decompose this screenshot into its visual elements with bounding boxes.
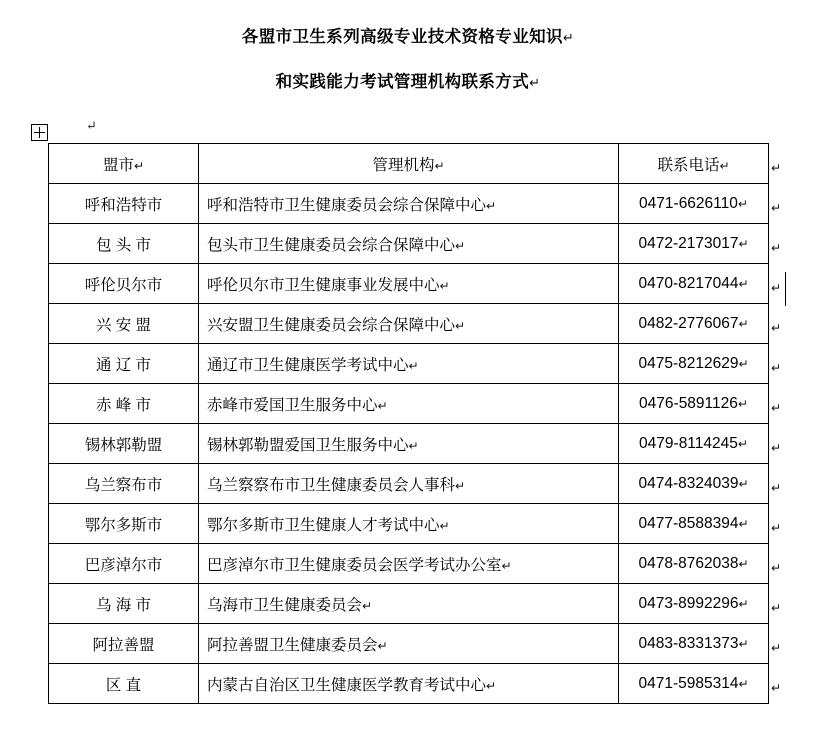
table-row bbox=[49, 304, 769, 344]
row-end-mark-icon: ↵ bbox=[771, 161, 782, 175]
cell-paragraph-mark-icon: ↵ bbox=[486, 678, 497, 693]
paragraph-mark-icon: ↵ bbox=[529, 75, 541, 91]
org-label: 乌兰察察布市卫生健康委员会人事科 bbox=[207, 476, 456, 494]
phone-label: 0472-2173017 bbox=[638, 234, 739, 252]
region-label: 巴彦淖尔市 bbox=[84, 556, 163, 574]
row-end-mark-icon: ↵ bbox=[771, 401, 782, 415]
region-label: 赤 峰 市 bbox=[95, 396, 152, 414]
cell-paragraph-mark-icon: ↵ bbox=[408, 358, 419, 373]
row-end-mark-icon: ↵ bbox=[771, 241, 782, 255]
cell-org bbox=[199, 224, 619, 264]
cell-paragraph-mark-icon: ↵ bbox=[455, 478, 466, 493]
cell-org bbox=[199, 384, 619, 424]
cell-paragraph-mark-icon: ↵ bbox=[738, 476, 749, 491]
cell-paragraph-mark-icon: ↵ bbox=[737, 436, 748, 451]
cell-phone bbox=[619, 224, 769, 264]
table-row bbox=[49, 624, 769, 664]
region-label: 乌兰察布市 bbox=[84, 476, 163, 494]
cell-org bbox=[199, 664, 619, 704]
cell-region bbox=[49, 504, 199, 544]
cell-phone bbox=[619, 584, 769, 624]
table-row bbox=[49, 424, 769, 464]
cell-paragraph-mark-icon: ↵ bbox=[719, 158, 730, 173]
cell-paragraph-mark-icon: ↵ bbox=[408, 438, 419, 453]
cell-region bbox=[49, 264, 199, 304]
cell-phone bbox=[619, 664, 769, 704]
region-label: 阿拉善盟 bbox=[92, 636, 155, 654]
cell-phone bbox=[619, 384, 769, 424]
row-end-mark-icon: ↵ bbox=[771, 481, 782, 495]
header-region-label: 盟市 bbox=[102, 156, 134, 174]
cell-region bbox=[49, 184, 199, 224]
cell-region bbox=[49, 304, 199, 344]
phone-label: 0476-5891126 bbox=[639, 394, 738, 412]
phone-label: 0470-8217044 bbox=[638, 274, 739, 292]
phone-label: 0474-8324039 bbox=[638, 474, 739, 492]
region-label: 乌 海 市 bbox=[95, 596, 152, 614]
title-line-1 bbox=[0, 22, 816, 53]
cell-paragraph-mark-icon: ↵ bbox=[738, 276, 749, 291]
cell-paragraph-mark-icon: ↵ bbox=[455, 318, 466, 333]
cell-paragraph-mark-icon: ↵ bbox=[738, 636, 749, 651]
region-label: 锡林郭勒盟 bbox=[84, 436, 163, 454]
cell-phone bbox=[619, 464, 769, 504]
org-label: 赤峰市爱国卫生服务中心 bbox=[207, 396, 378, 414]
row-end-mark-icon: ↵ bbox=[771, 361, 782, 375]
row-end-mark-icon: ↵ bbox=[771, 321, 782, 335]
cell-paragraph-mark-icon: ↵ bbox=[738, 556, 749, 571]
region-label: 通 辽 市 bbox=[95, 356, 152, 374]
cell-org bbox=[199, 584, 619, 624]
cell-phone bbox=[619, 304, 769, 344]
cell-phone bbox=[619, 624, 769, 664]
title-line-1-text: 各盟市卫生系列高级专业技术资格专业知识 bbox=[241, 28, 563, 46]
row-end-mark-icon: ↵ bbox=[771, 681, 782, 695]
cell-paragraph-mark-icon: ↵ bbox=[737, 396, 748, 411]
org-label: 巴彦淖尔市卫生健康委员会医学考试办公室 bbox=[207, 556, 502, 574]
region-label: 呼伦贝尔市 bbox=[84, 276, 163, 294]
cell-region bbox=[49, 344, 199, 384]
cell-paragraph-mark-icon: ↵ bbox=[434, 158, 445, 173]
document-title-block bbox=[0, 0, 816, 99]
title-line-2 bbox=[0, 67, 816, 98]
table-row bbox=[49, 464, 769, 504]
row-end-mark-icon: ↵ bbox=[771, 601, 782, 615]
cell-paragraph-mark-icon: ↵ bbox=[738, 516, 749, 531]
header-cell-region bbox=[49, 144, 199, 184]
table-header-row bbox=[49, 144, 769, 184]
org-label: 鄂尔多斯市卫生健康人才考试中心 bbox=[207, 516, 440, 534]
cell-region bbox=[49, 224, 199, 264]
cell-org bbox=[199, 504, 619, 544]
org-label: 通辽市卫生健康医学考试中心 bbox=[207, 356, 409, 374]
phone-label: 0478-8762038 bbox=[638, 554, 739, 572]
cell-paragraph-mark-icon: ↵ bbox=[133, 158, 145, 173]
table-row bbox=[49, 184, 769, 224]
region-label: 呼和浩特市 bbox=[84, 196, 163, 214]
phone-label: 0479-8114245 bbox=[639, 434, 738, 452]
org-label: 内蒙古自治区卫生健康医学教育考试中心 bbox=[207, 676, 487, 694]
org-label: 阿拉善盟卫生健康委员会 bbox=[207, 636, 378, 654]
row-end-mark-icon: ↵ bbox=[771, 561, 782, 575]
table-row bbox=[49, 584, 769, 624]
phone-label: 0473-8992296 bbox=[638, 594, 739, 612]
cell-paragraph-mark-icon: ↵ bbox=[738, 596, 749, 611]
cell-paragraph-mark-icon: ↵ bbox=[455, 238, 466, 253]
cell-phone bbox=[619, 264, 769, 304]
cell-paragraph-mark-icon: ↵ bbox=[738, 676, 749, 691]
cell-phone bbox=[619, 344, 769, 384]
cell-paragraph-mark-icon: ↵ bbox=[738, 236, 749, 251]
phone-label: 0475-8212629 bbox=[638, 354, 739, 372]
row-end-mark-icon: ↵ bbox=[771, 521, 782, 535]
org-label: 包头市卫生健康委员会综合保障中心 bbox=[207, 236, 456, 254]
phone-label: 0471-6626110 bbox=[639, 194, 738, 212]
table-move-handle[interactable] bbox=[31, 124, 48, 141]
header-cell-org bbox=[199, 144, 619, 184]
table-row bbox=[49, 544, 769, 584]
cell-paragraph-mark-icon: ↵ bbox=[501, 558, 512, 573]
org-label: 锡林郭勒盟爱国卫生服务中心 bbox=[207, 436, 409, 454]
cell-phone bbox=[619, 424, 769, 464]
cell-region bbox=[49, 424, 199, 464]
cell-org bbox=[199, 544, 619, 584]
cell-region bbox=[49, 624, 199, 664]
paragraph-mark-icon: ↵ bbox=[562, 30, 575, 45]
cell-paragraph-mark-icon: ↵ bbox=[738, 316, 749, 331]
title-line-2-text: 和实践能力考试管理机构联系方式 bbox=[275, 73, 530, 92]
header-phone-label: 联系电话 bbox=[657, 156, 720, 174]
cell-region bbox=[49, 664, 199, 704]
cell-org bbox=[199, 264, 619, 304]
header-cell-phone bbox=[619, 144, 769, 184]
cell-paragraph-mark-icon: ↵ bbox=[738, 356, 749, 371]
cell-org bbox=[199, 344, 619, 384]
cell-paragraph-mark-icon: ↵ bbox=[439, 278, 450, 293]
table-row bbox=[49, 664, 769, 704]
row-end-mark-icon: ↵ bbox=[771, 441, 782, 455]
cell-phone bbox=[619, 544, 769, 584]
phone-label: 0477-8588394 bbox=[638, 514, 739, 532]
table-row bbox=[49, 504, 769, 544]
phone-label: 0471-5985314 bbox=[638, 674, 739, 692]
cell-phone bbox=[619, 184, 769, 224]
cell-org bbox=[199, 464, 619, 504]
cell-phone bbox=[619, 504, 769, 544]
region-label: 鄂尔多斯市 bbox=[84, 516, 163, 534]
cell-paragraph-mark-icon: ↵ bbox=[737, 196, 748, 211]
cell-region bbox=[49, 384, 199, 424]
cell-org bbox=[199, 184, 619, 224]
cell-paragraph-mark-icon: ↵ bbox=[486, 198, 497, 213]
table-row bbox=[49, 344, 769, 384]
org-label: 兴安盟卫生健康委员会综合保障中心 bbox=[207, 316, 456, 334]
row-end-mark-icon: ↵ bbox=[771, 641, 782, 655]
header-org-label: 管理机构 bbox=[372, 156, 435, 174]
table-row bbox=[49, 384, 769, 424]
phone-label: 0483-8331373 bbox=[638, 634, 739, 652]
org-label: 呼伦贝尔市卫生健康事业发展中心 bbox=[207, 276, 440, 294]
cell-region bbox=[49, 584, 199, 624]
row-end-mark-icon: ↵ bbox=[771, 281, 782, 295]
table-row bbox=[49, 224, 769, 264]
table-right-edge-marker bbox=[785, 272, 786, 306]
cell-paragraph-mark-icon: ↵ bbox=[377, 638, 388, 653]
phone-label: 0482-2776067 bbox=[638, 314, 739, 332]
region-label: 区 直 bbox=[105, 676, 142, 694]
org-label: 乌海市卫生健康委员会 bbox=[207, 596, 363, 614]
cell-org bbox=[199, 424, 619, 464]
table-row bbox=[49, 264, 769, 304]
blank-paragraph-mark-icon: ↵ bbox=[86, 118, 97, 133]
org-label: 呼和浩特市卫生健康委员会综合保障中心 bbox=[207, 196, 487, 214]
contact-table bbox=[48, 143, 769, 704]
region-label: 兴 安 盟 bbox=[95, 316, 152, 334]
cell-region bbox=[49, 464, 199, 504]
cell-org bbox=[199, 624, 619, 664]
cell-paragraph-mark-icon: ↵ bbox=[377, 398, 388, 413]
cell-paragraph-mark-icon: ↵ bbox=[362, 598, 373, 613]
cell-region bbox=[49, 544, 199, 584]
row-end-mark-icon: ↵ bbox=[771, 201, 782, 215]
region-label: 包 头 市 bbox=[95, 236, 152, 254]
cell-paragraph-mark-icon: ↵ bbox=[439, 518, 450, 533]
cell-org bbox=[199, 304, 619, 344]
